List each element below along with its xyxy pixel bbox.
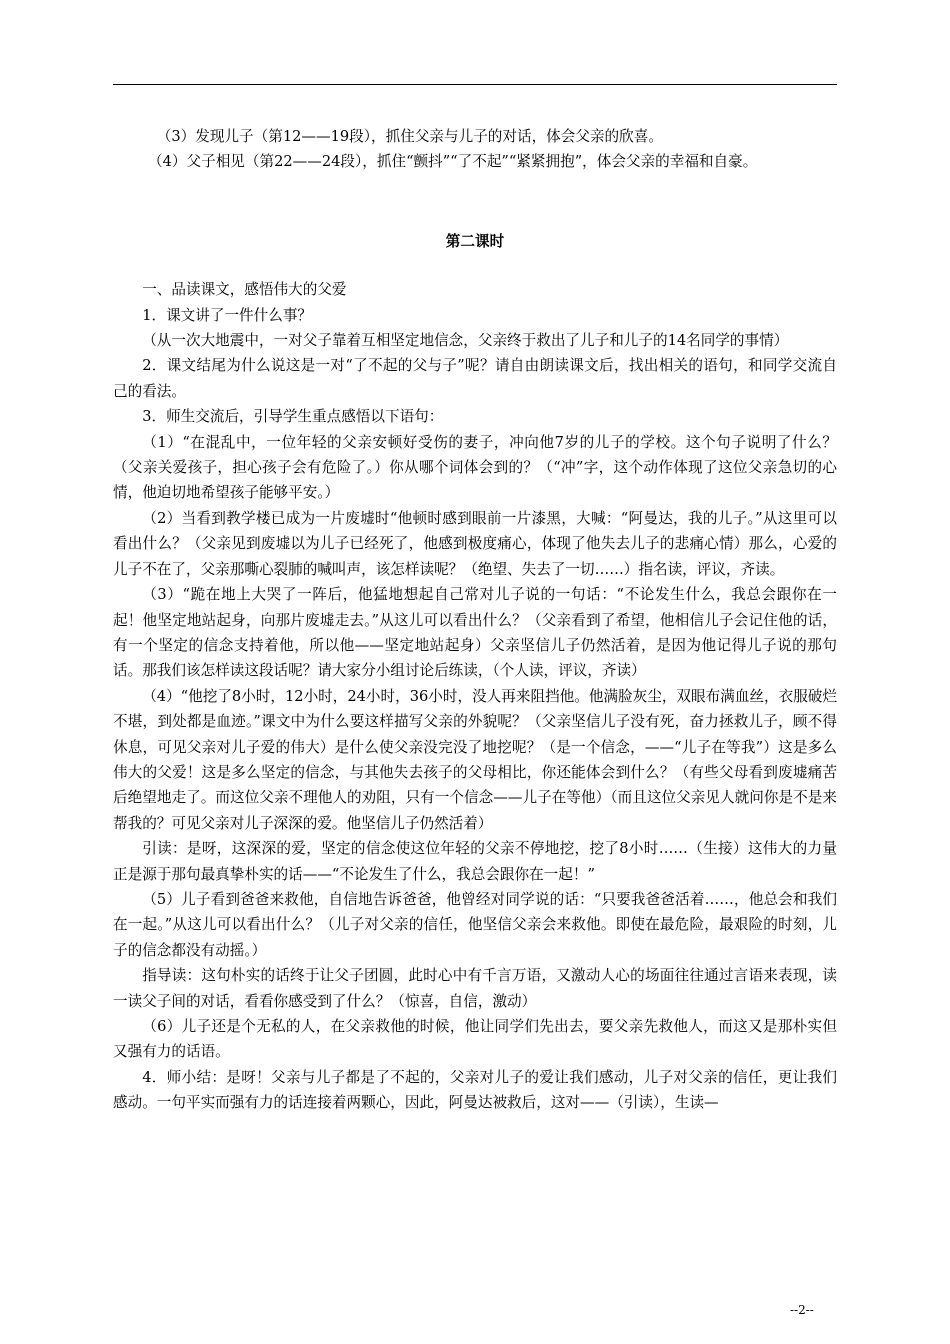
paragraph: 4．师小结：是呀！父亲与儿子都是了不起的，父亲对儿子的爱让我们感动，儿子对父亲的信任，更让我们感动。一句平实而强有力的话连接着两颗心，因此，阿曼达被救后，这对——（引读），生读— (113, 1068, 837, 1112)
paragraph: （3）发现儿子（第12——19段），抓住父亲与儿子的对话，体会父亲的欣喜。 (156, 128, 663, 145)
paragraph: （5）儿子看到爸爸来救他，自信地告诉爸爸，他曾经对同学说的话：“只要我爸爸活着……，他总会和我们在一起。”从这儿可以看出什么？（儿子对父亲的信任，他坚信父亲会来救他。即使在最危险，最艰险的时刻，儿子的信念都没有动摇。） (113, 890, 837, 959)
paragraph: （从一次大地震中，一对父子靠着互相坚定地信念，父亲终于救出了儿子和儿子的14名同学的事情） (142, 332, 789, 350)
paragraph: 3．师生交流后，引导学生重点感悟以下语句： (142, 408, 444, 426)
paragraph: 2．课文结尾为什么说这是一对“了不起的父与子”呢？请自由朗读课文后，找出相关的语句，和同学交流自己的看法。 (113, 357, 837, 400)
paragraph: 一、品读课文，感悟伟大的父爱 (142, 281, 347, 299)
header-rule (113, 84, 837, 85)
page-number: --2-- (790, 1303, 814, 1317)
section-title: 第二课时 (445, 232, 505, 250)
paragraph: （4）父子相见（第22——24段），抓住“颤抖”“了不起”“紧紧拥抱”，体会父亲的幸福和自豪。 (148, 153, 758, 171)
paragraph: （2）当看到教学楼已成为一片废墟时“他顿时感到眼前一片漆黑，大喊：“阿曼达，我的儿子。”从这里可以看出什么？（父亲见到废墟以为儿子已经死了，他感到极度痛心，体现了他失去儿子的悲痛心情）那么，心爱的儿子不在了，父亲那嘶心裂肺的喊叫声，该怎样读呢？（绝望、失去了一切……）指名读，评议，齐读。 (113, 509, 837, 578)
document-body (113, 124, 837, 1116)
paragraph: 1．课文讲了一件什么事？ (142, 306, 313, 324)
paragraph: （4）“他挖了8小时，12小时，24小时，36小时，没人再来阻挡他。他满脸灰尘，双眼布满血丝，衣服破烂不堪，到处都是血迹。”课文中为什么要这样描写父亲的外貌呢？（父亲坚信儿子没有死，奋力拯救儿子，顾不得休息，可见父亲对儿子爱的伟大）是什么使父亲没完没了地挖呢？（是一个信念，——“儿子在等我”）这是多么伟大的父爱！这是多么坚定的信念，与其他失去孩子的父母相比，你还能体会到什么？（有些父母看到废墟痛苦后绝望地走了。而这位父亲不理他人的劝阻，只有一个信念——儿子在等他）（而且这位父亲见人就问你是不是来帮我的？可见父亲对儿子深深的爱。他坚信儿子仍然活着） (113, 687, 837, 832)
paragraph: （1）“在混乱中，一位年轻的父亲安顿好受伤的妻子，冲向他7岁的儿子的学校。这个句子说明了什么？（父亲关爱孩子，担心孩子会有危险了。）你从哪个词体会到的？（“冲”字，这个动作体现了这位父亲急切的心情，他迫切地希望孩子能够平安。） (113, 433, 837, 502)
paragraph: （3）“跪在地上大哭了一阵后，他猛地想起自己常对儿子说的一句话：“不论发生什么，我总会跟你在一起！他坚定地站起身，向那片废墟走去。”从这儿可以看出什么？（父亲看到了希望，他相信儿子会记住他的话，有一个坚定的信念支持着他，所以他——坚定地站起身）父亲坚信儿子仍然活着，是因为他记得儿子说的那句话。那我们该怎样读这段话呢？请大家分小组讨论后练读，（个人读，评议，齐读） (113, 586, 837, 680)
paragraph: 指导读：这句朴实的话终于让父子团圆，此时心中有千言万语，又激动人心的场面往往通过言语来表现，读一读父子间的对话，看看你感受到了什么？（惊喜，自信，激动） (113, 967, 837, 1010)
paragraph: （6）儿子还是个无私的人，在父亲救他的时候，他让同学们先出去，要父亲先救他人，而这又是那朴实但又强有力的话语。 (113, 1018, 837, 1061)
paragraph: 引读：是呀，这深深的爱，坚定的信念使这位年轻的父亲不停地挖，挖了8小时……（生接）这伟大的力量正是源于那句最真挚朴实的话——“不论发生了什么，我总会跟你在一起！” (113, 840, 837, 883)
